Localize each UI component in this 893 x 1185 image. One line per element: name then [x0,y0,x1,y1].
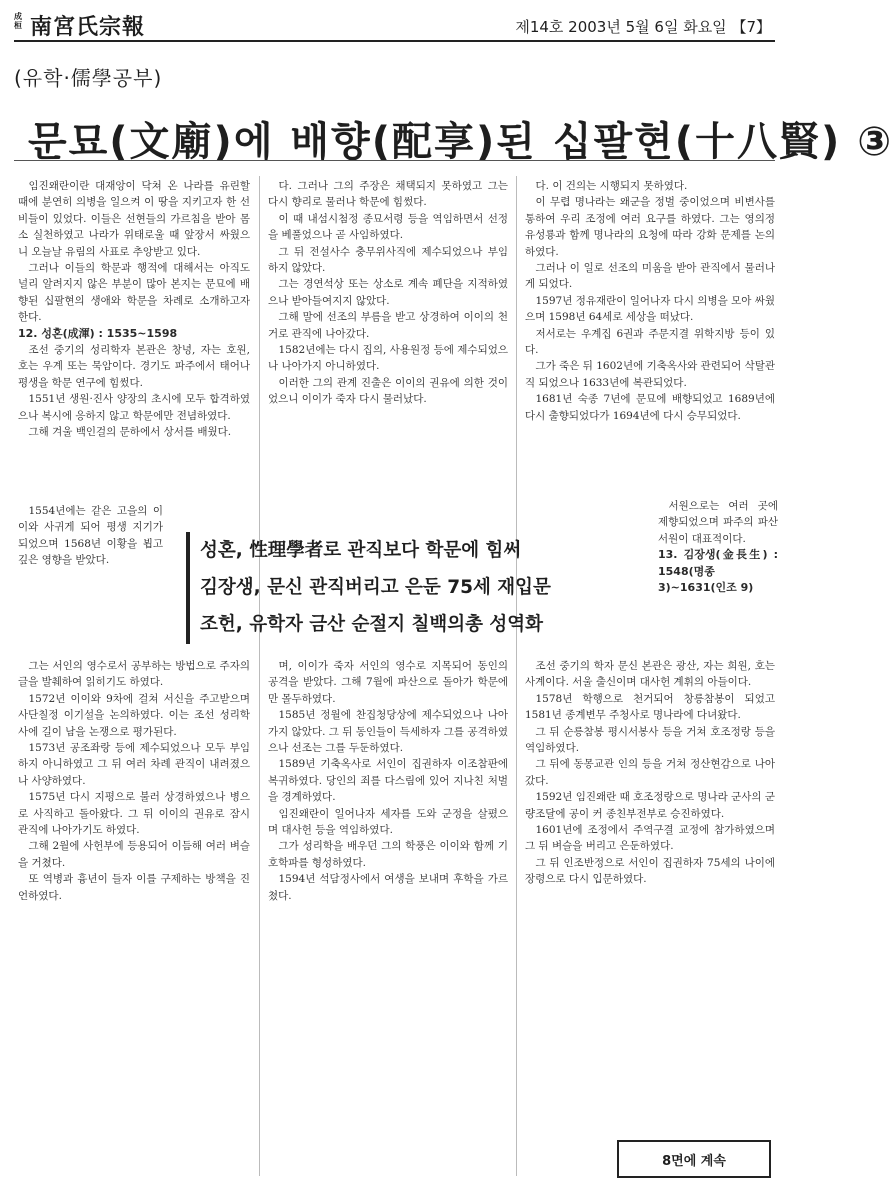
column-divider [259,176,260,1176]
paragraph: 1589년 기축옥사로 서인이 집권하자 이조참판에 복귀하였다. 당인의 죄를 다스림에 있어 지나친 처벌을 경계하였다. [268,758,508,804]
paragraph: 그해 2월에 사헌부에 등용되어 이듬해 여러 벼슬을 거쳤다. [18,840,250,869]
headline: 문묘(文廟)에 배향(配享)된 십팔현(十八賢) ③ [28,119,893,165]
continued-box: 8면에 계속 [617,1140,771,1178]
paragraph: 그러나 이 일로 선조의 미움을 받아 관직에서 물러나게 되었다. [525,262,775,291]
issue-date: 제14호 2003년 5월 6일 화요일 [515,18,727,36]
headline-rule [14,160,775,161]
paragraph: 1578년 학행으로 천거되어 창릉참봉이 되었고 1581년 종계변무 주청사로 명나라에 다녀왔다. [525,692,775,722]
paragraph: 1575년 다시 지평으로 불러 상경하였으나 병으로 사직하고 돌아왔다. 그 뒤 이이의 권유로 잠시 관직에 나아가기도 하였다. [18,791,250,837]
seonghon-heading: 12. 성혼(成渾) : 1535~1598 [18,326,178,340]
paragraph: 저서로는 우계집 6권과 주문지결 위학지방 등이 있다. [525,327,775,357]
article-column-1-top [18,178,250,503]
page-header [14,4,775,42]
paragraph: 1573년 공조좌랑 등에 제수되었으나 모두 부임하지 아니하였고 그 뒤 여러 차례 관직이 내려졌으나 사양하였다. [18,742,250,787]
paragraph: 서원으로는 여러 곳에 제향되었으며 파주의 파산서원이 대표적이다. [658,500,778,545]
pull-quote-line: 김장생, 문신 관직버리고 은둔 75세 재입문 [200,577,551,598]
paragraph: 임진왜란이 일어나자 세자를 도와 군정을 살폈으며 대사헌 등을 역임하였다. [268,807,508,837]
paragraph: 그 뒤 인조반정으로 서인이 집권하자 75세의 나이에 장령으로 다시 입문하였다. [525,856,775,886]
pull-quote-line: 성혼, 性理學者로 관직보다 학문에 힘써 [200,540,522,561]
article-column-2-top [268,178,508,523]
paragraph: 1551년 생원·진사 양장의 초시에 모두 합격하였으나 복시에 응하지 않고 학문에만 전념하였다. [18,393,250,422]
paragraph: 그가 죽은 뒤 1602년에 기축옥사와 관련되어 삭탈관직 되었으나 1633년에 복관되었다. [525,360,775,389]
page-number: 【7】 [731,18,771,36]
column-divider [516,176,517,1176]
pull-quote [186,532,660,644]
paragraph: 그러나 이들의 학문과 행적에 대해서는 아직도 널리 알려지지 않은 부분이 많아 본지는 문묘에 배향된 십팔현의 생애와 학문을 차례로 소개하고자 한다. [18,262,250,324]
logo-small: 成桓 [14,11,22,30]
paragraph: 며, 이이가 죽자 서인의 영수로 지목되어 동인의 공격을 받았다. 그해 7월에 파산으로 돌아가 학문에만 몰두하였다. [268,660,508,705]
paragraph: 다. 그러나 그의 주장은 채택되지 못하였고 그는 다시 향리로 물러나 학문에 힘썼다. [268,180,508,209]
article-column-3-mid [658,498,778,648]
paragraph: 1594년 석담정사에서 여생을 보내며 후학을 가르쳤다. [268,873,508,902]
paragraph: 그는 서인의 영수로서 공부하는 방법으로 주자의 글을 발췌하여 읽히기도 하였다. [18,660,250,689]
paragraph: 1572년 이이와 9차에 걸쳐 서신을 주고받으며 사단칠정 이기설을 논의하였다. 이는 조선 성리학사에 길이 남을 논쟁으로 평가된다. [18,692,250,738]
paragraph: 임진왜란이란 대재앙이 닥쳐 온 나라를 유린할 때에 분연히 의병을 일으켜 이 땅을 지키고자 한 선비들이 있었다. 이들은 선현들의 가르침을 받아 몸소 실천하였고 나라가 위태로울 때 앞장서 싸웠으니 오늘날 유림의 사표로 추앙받고 있다. [18,180,250,258]
paragraph: 그 뒤 순릉참봉 평시서봉사 등을 거쳐 호조정랑 등을 역임하였다. [525,725,775,755]
article-column-2-bottom [268,658,508,1178]
paragraph: 1601년에 조정에서 주역구결 교정에 참가하였으며 그 뒤 벼슬을 버리고 은둔하였다. [525,824,775,853]
header-rule [14,40,775,42]
paragraph: 그 뒤에 동몽교관 인의 등을 거쳐 정산현감으로 나아갔다. [525,758,775,787]
kimjangsaeng-heading: 13. 김장생(金長生) : 1548(명종 3)~1631(인조 9) [658,548,778,595]
paragraph: 1681년 숙종 7년에 문묘에 배향되었고 1689년에 다시 출향되었다가 1694년에 다시 승무되었다. [525,393,775,422]
paragraph: 그가 성리학을 배우던 그의 학풍은 이이와 함께 기호학파를 형성하였다. [268,840,508,869]
paragraph: 조선 중기의 학자 문신 본관은 광산, 자는 희원, 호는 사계이다. 서울 출신이며 대사헌 계휘의 아들이다. [525,660,775,689]
paragraph: 그 뒤 전설사수 충무위사직에 제수되었으나 부임하지 않았다. [268,245,508,275]
paragraph: 다. 이 건의는 시행되지 못하였다. [535,180,688,192]
paragraph: 1554년에는 같은 고을의 이이와 사귀게 되어 평생 지기가 되었으며 1568년 이황을 뵙고 깊은 영향을 받았다. [18,505,163,567]
paragraph: 그해 겨울 백인걸의 문하에서 상서를 배웠다. [28,426,232,439]
paragraph: 이 무렵 명나라는 왜군을 정벌 중이었으며 비변사를 통하여 우리 조정에 여러 요구를 하였다. 그는 영의정 유성룡과 함께 명나라의 요청에 따라 강화 문제를 논의하였다. [525,196,775,258]
article-column-1-mid [18,503,163,658]
paragraph: 1585년 정월에 찬집청당상에 제수되었으나 나아가지 않았다. 그 뒤 동인들이 득세하자 그를 공격하였으나 선조는 그를 두둔하였다. [268,709,508,755]
pull-quote-line: 조헌, 유학자 금산 순절지 칠백의총 성역화 [200,614,544,635]
paragraph: 1592년 임진왜란 때 호조정랑으로 명나라 군사의 군량조달에 공이 커 종친부전부로 승진하였다. [525,791,775,820]
paragraph: 이 때 내섬시첨정 종묘서령 등을 역임하면서 선정을 베풀었으나 곧 사임하였다. [268,212,508,242]
article-column-1-bottom [18,658,250,1178]
paragraph: 또 역병과 흉년이 들자 이를 구제하는 방책을 진언하였다. [18,873,250,902]
paragraph: 조선 중기의 성리학자 본관은 창녕, 자는 호원, 호는 우계 또는 묵암이다. 경기도 파주에서 태어나 평생을 학문 연구에 힘썼다. [18,344,250,389]
paragraph: 1582년에는 다시 집의, 사용원정 등에 제수되었으나 나아가지 아니하였다. [268,344,508,373]
issue-info [515,16,771,37]
section-tag: (유학·儒學공부) [14,66,163,90]
paragraph: 이러한 그의 관계 진출은 이이의 권유에 의한 것이었으니 이이가 죽자 다시 물러났다. [268,376,508,406]
article-column-3-top [525,178,775,498]
paragraph: 1597년 정유재란이 일어나자 다시 의병을 모아 싸웠으며 1598년 64세로 세상을 떠났다. [525,294,775,324]
newspaper-logo: 南宮氏宗報 [30,14,146,40]
paragraph: 그는 경연석상 또는 상소로 계속 폐단을 지적하였으나 받아들여지지 않았다. [268,278,508,307]
article-column-3-bottom [525,658,775,1128]
paragraph: 그해 말에 선조의 부름을 받고 상경하여 이이의 천거로 관직에 나아갔다. [268,311,508,340]
